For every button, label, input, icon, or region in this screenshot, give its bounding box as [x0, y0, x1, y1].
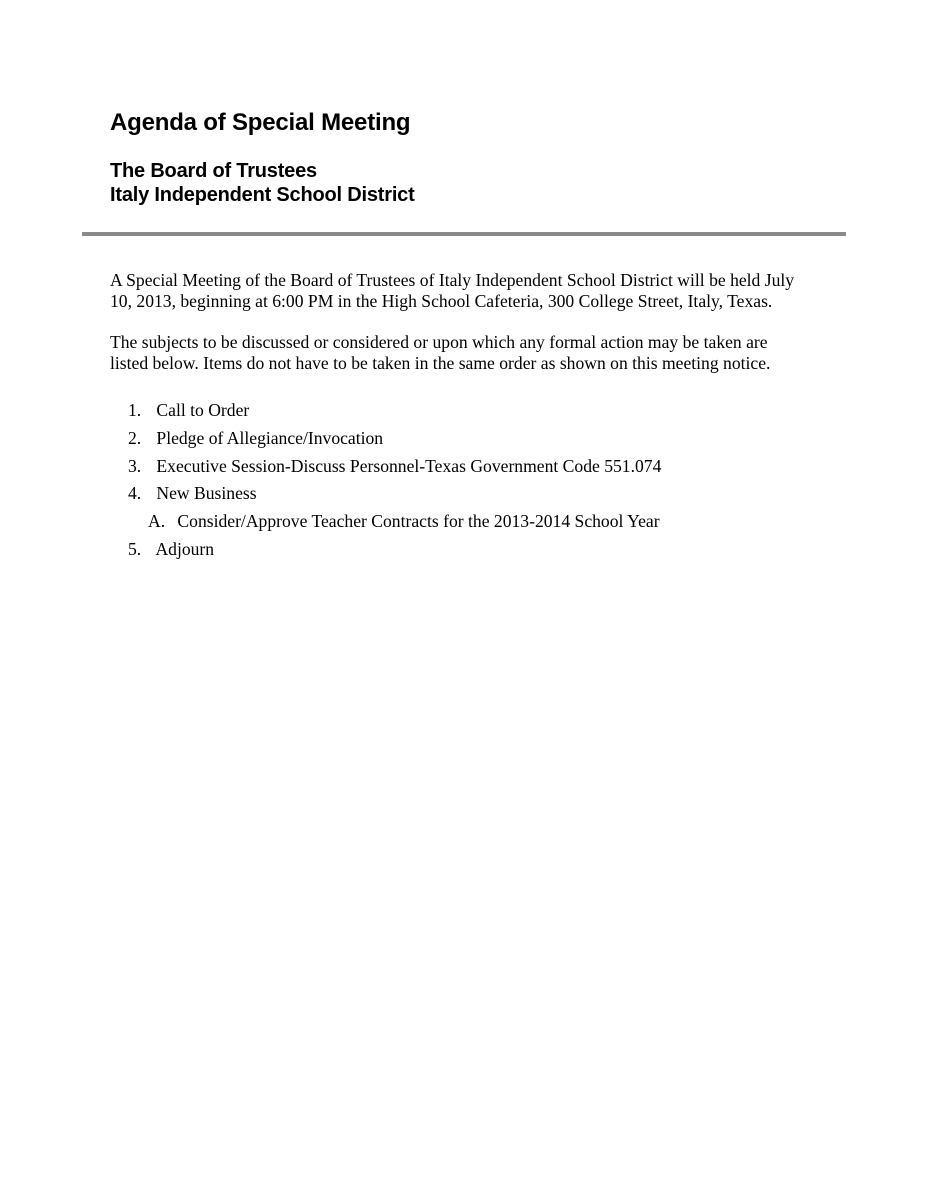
paragraph-line: The subjects to be discussed or considered or upon which any formal action may be taken are — [110, 332, 768, 352]
agenda-item-executive-session — [128, 454, 828, 482]
agenda-list — [128, 398, 828, 565]
subtitle-line-board: The Board of Trustees — [110, 160, 317, 182]
agenda-item-adjourn — [128, 537, 828, 565]
agenda-item-text: Consider/Approve Teacher Contracts for the 2013-2014 School Year — [177, 511, 660, 532]
paragraph-line: 10, 2013, beginning at 6:00 PM in the High School Cafeteria, 300 College Street, Italy, Texas. — [110, 291, 773, 311]
agenda-item-pledge — [128, 426, 828, 454]
subtitle-line-district: Italy Independent School District — [110, 184, 415, 206]
agenda-item-text: Pledge of Allegiance/Invocation — [156, 427, 384, 448]
header-divider — [82, 232, 846, 236]
agenda-item-text: Call to Order — [156, 400, 250, 420]
agenda-item-number: 4. — [128, 483, 142, 504]
agenda-subitem-teacher-contracts — [128, 509, 828, 537]
subjects-paragraph — [110, 332, 830, 374]
agenda-item-text: New Business — [156, 483, 257, 504]
agenda-item-text: Executive Session-Discuss Personnel-Texas Government Code 551.074 — [156, 455, 662, 476]
paragraph-line: listed below. Items do not have to be taken in the same order as shown on this meeting notice. — [110, 353, 771, 373]
agenda-item-new-business — [128, 481, 828, 509]
agenda-item-number: 1. — [128, 400, 142, 420]
page-title: Agenda of Special Meeting — [110, 109, 411, 136]
meeting-notice-paragraph — [110, 270, 830, 312]
agenda-item-text: Adjourn — [155, 538, 215, 559]
agenda-item-number: 5. — [128, 538, 142, 559]
agenda-item-number: 3. — [128, 455, 142, 476]
document-subtitle — [110, 159, 415, 207]
agenda-item-call-to-order — [128, 398, 828, 426]
paragraph-line: A Special Meeting of the Board of Trustees of Italy Independent School District will be held July — [110, 270, 795, 290]
agenda-item-number: A. — [148, 511, 166, 532]
agenda-item-number: 2. — [128, 427, 142, 448]
